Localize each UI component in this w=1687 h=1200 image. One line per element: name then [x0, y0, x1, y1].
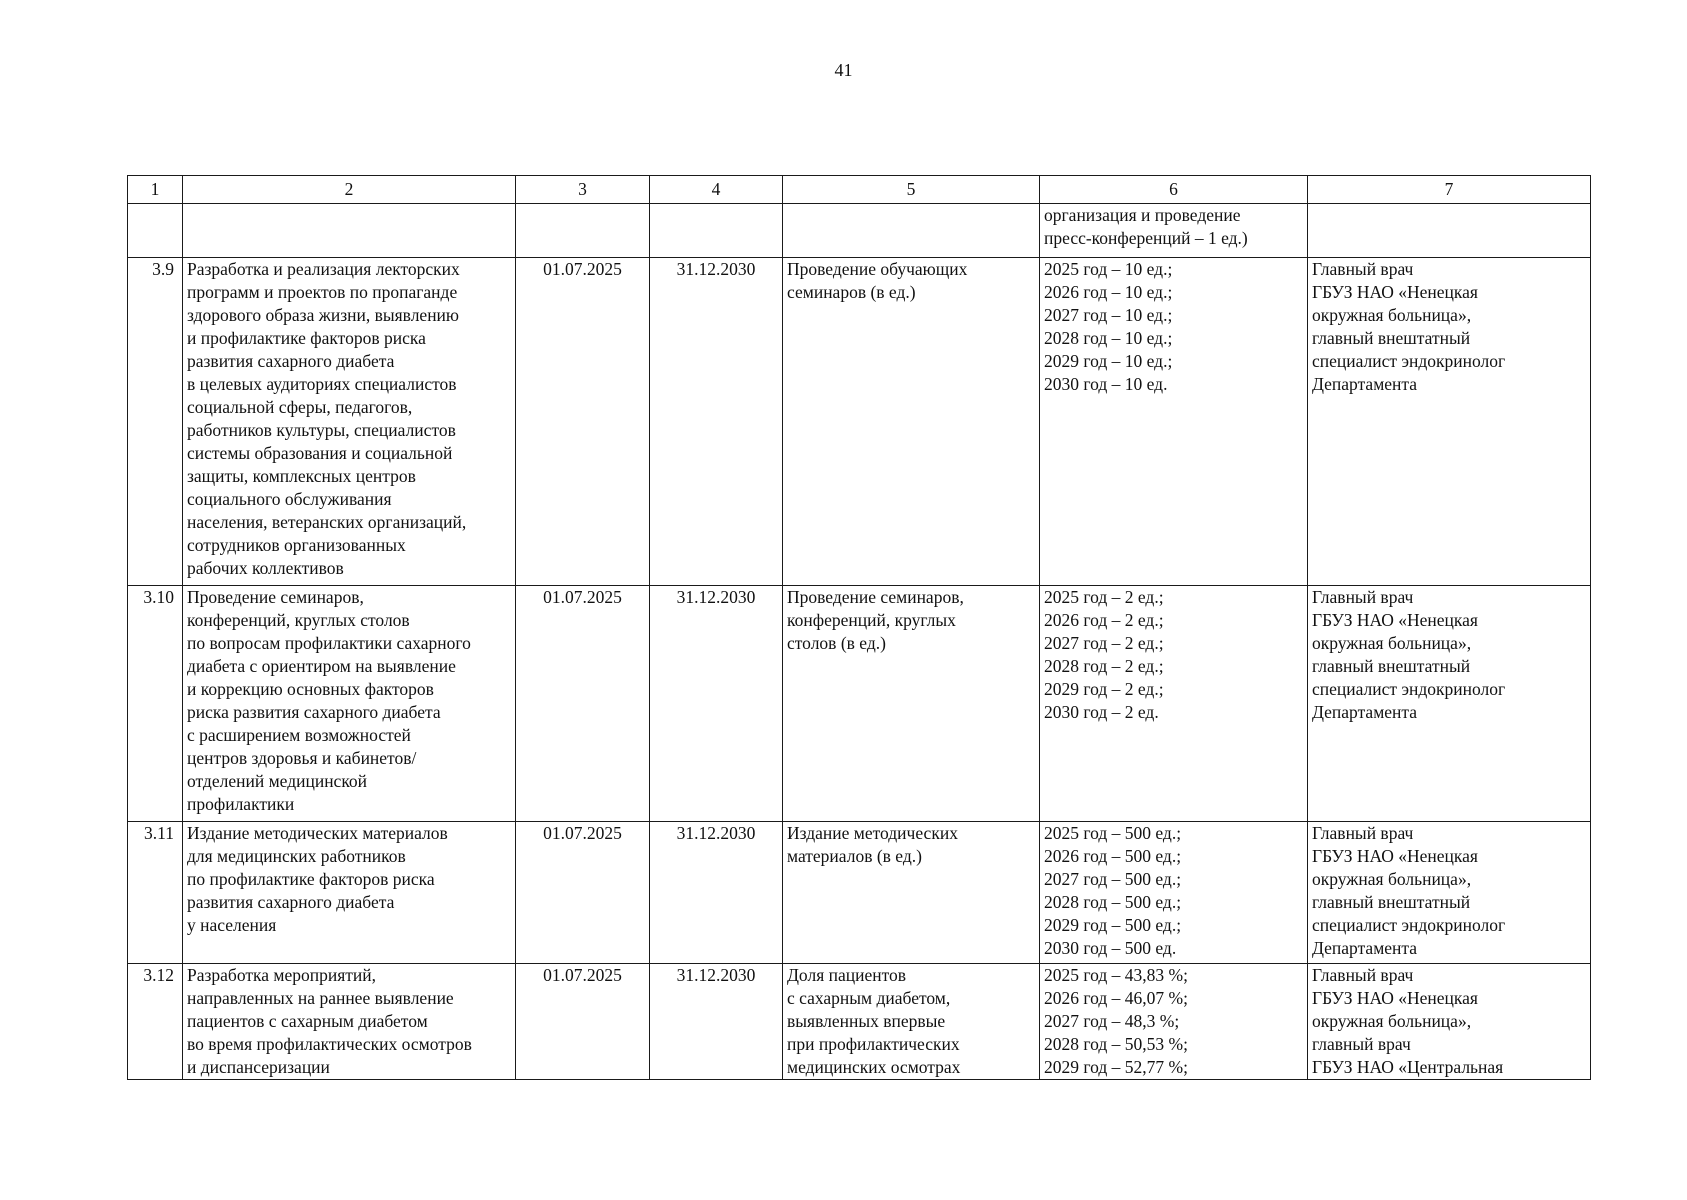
indicator-cell: Доля пациентов с сахарным диабетом, выявленных впервые при профилактических медицинских осмотрах: [783, 964, 1040, 1080]
column-header: 3: [516, 176, 650, 204]
activity-cell: Разработка и реализация лекторских программ и проектов по пропаганде здорового образа жизни, выявлению и профилактике факторов риска развития сахарного диабета в целевых аудиториях специалистов социальной сферы, педагогов, работников культуры, специалистов системы образования и социальной защиты, комплексных центров социального обслуживания населения, ветеранских организаций, сотрудников организованных рабочих коллективов: [183, 258, 516, 586]
start-date-cell: 01.07.2025: [516, 964, 650, 1080]
indicator-cell: [783, 204, 1040, 258]
indicator-cell: Издание методических материалов (в ед.): [783, 822, 1040, 964]
activity-cell: Проведение семинаров, конференций, круглых столов по вопросам профилактики сахарного диабета с ориентиром на выявление и коррекцию основных факторов риска развития сахарного диабета с расширением возможностей центров здоровья и кабинетов/ отделений медицинской профилактики: [183, 586, 516, 822]
column-header: 1: [128, 176, 183, 204]
values-cell: 2025 год – 10 ед.; 2026 год – 10 ед.; 2027 год – 10 ед.; 2028 год – 10 ед.; 2029 год – 10 ед.; 2030 год – 10 ед.: [1040, 258, 1308, 586]
row-number: 3.9: [128, 258, 183, 586]
measures-table: [127, 175, 1591, 1080]
end-date-cell: 31.12.2030: [650, 822, 783, 964]
start-date-cell: [516, 204, 650, 258]
values-cell: 2025 год – 2 ед.; 2026 год – 2 ед.; 2027 год – 2 ед.; 2028 год – 2 ед.; 2029 год – 2 ед.; 2030 год – 2 ед.: [1040, 586, 1308, 822]
responsible-cell: Главный врач ГБУЗ НАО «Ненецкая окружная больница», главный внештатный специалист эндокринолог Департамента: [1308, 586, 1591, 822]
start-date-cell: 01.07.2025: [516, 822, 650, 964]
table-row: [128, 204, 1591, 258]
table-header-row: [128, 176, 1591, 204]
column-header: 7: [1308, 176, 1591, 204]
values-cell: 2025 год – 500 ед.; 2026 год – 500 ед.; 2027 год – 500 ед.; 2028 год – 500 ед.; 2029 год – 500 ед.; 2030 год – 500 ед.: [1040, 822, 1308, 964]
values-cell: 2025 год – 43,83 %; 2026 год – 46,07 %; 2027 год – 48,3 %; 2028 год – 50,53 %; 2029 год – 52,77 %;: [1040, 964, 1308, 1080]
end-date-cell: [650, 204, 783, 258]
table-row: [128, 964, 1591, 1080]
responsible-cell: [1308, 204, 1591, 258]
end-date-cell: 31.12.2030: [650, 586, 783, 822]
row-number: [128, 204, 183, 258]
start-date-cell: 01.07.2025: [516, 586, 650, 822]
responsible-cell: Главный врач ГБУЗ НАО «Ненецкая окружная больница», главный врач ГБУЗ НАО «Центральная: [1308, 964, 1591, 1080]
responsible-cell: Главный врач ГБУЗ НАО «Ненецкая окружная больница», главный внештатный специалист эндокринолог Департамента: [1308, 258, 1591, 586]
end-date-cell: 31.12.2030: [650, 258, 783, 586]
end-date-cell: 31.12.2030: [650, 964, 783, 1080]
values-cell: организация и проведение пресс-конференций – 1 ед.): [1040, 204, 1308, 258]
activity-cell: Разработка мероприятий, направленных на раннее выявление пациентов с сахарным диабетом во время профилактических осмотров и диспансеризации: [183, 964, 516, 1080]
table-row: [128, 258, 1591, 586]
page-number: 41: [834, 60, 853, 80]
activity-cell: [183, 204, 516, 258]
indicator-cell: Проведение обучающих семинаров (в ед.): [783, 258, 1040, 586]
responsible-cell: Главный врач ГБУЗ НАО «Ненецкая окружная больница», главный внештатный специалист эндокринолог Департамента: [1308, 822, 1591, 964]
table-row: [128, 822, 1591, 964]
row-number: 3.12: [128, 964, 183, 1080]
start-date-cell: 01.07.2025: [516, 258, 650, 586]
column-header: 4: [650, 176, 783, 204]
column-header: 5: [783, 176, 1040, 204]
row-number: 3.11: [128, 822, 183, 964]
column-header: 2: [183, 176, 516, 204]
table-row: [128, 586, 1591, 822]
activity-cell: Издание методических материалов для медицинских работников по профилактике факторов риска развития сахарного диабета у населения: [183, 822, 516, 964]
indicator-cell: Проведение семинаров, конференций, круглых столов (в ед.): [783, 586, 1040, 822]
column-header: 6: [1040, 176, 1308, 204]
row-number: 3.10: [128, 586, 183, 822]
